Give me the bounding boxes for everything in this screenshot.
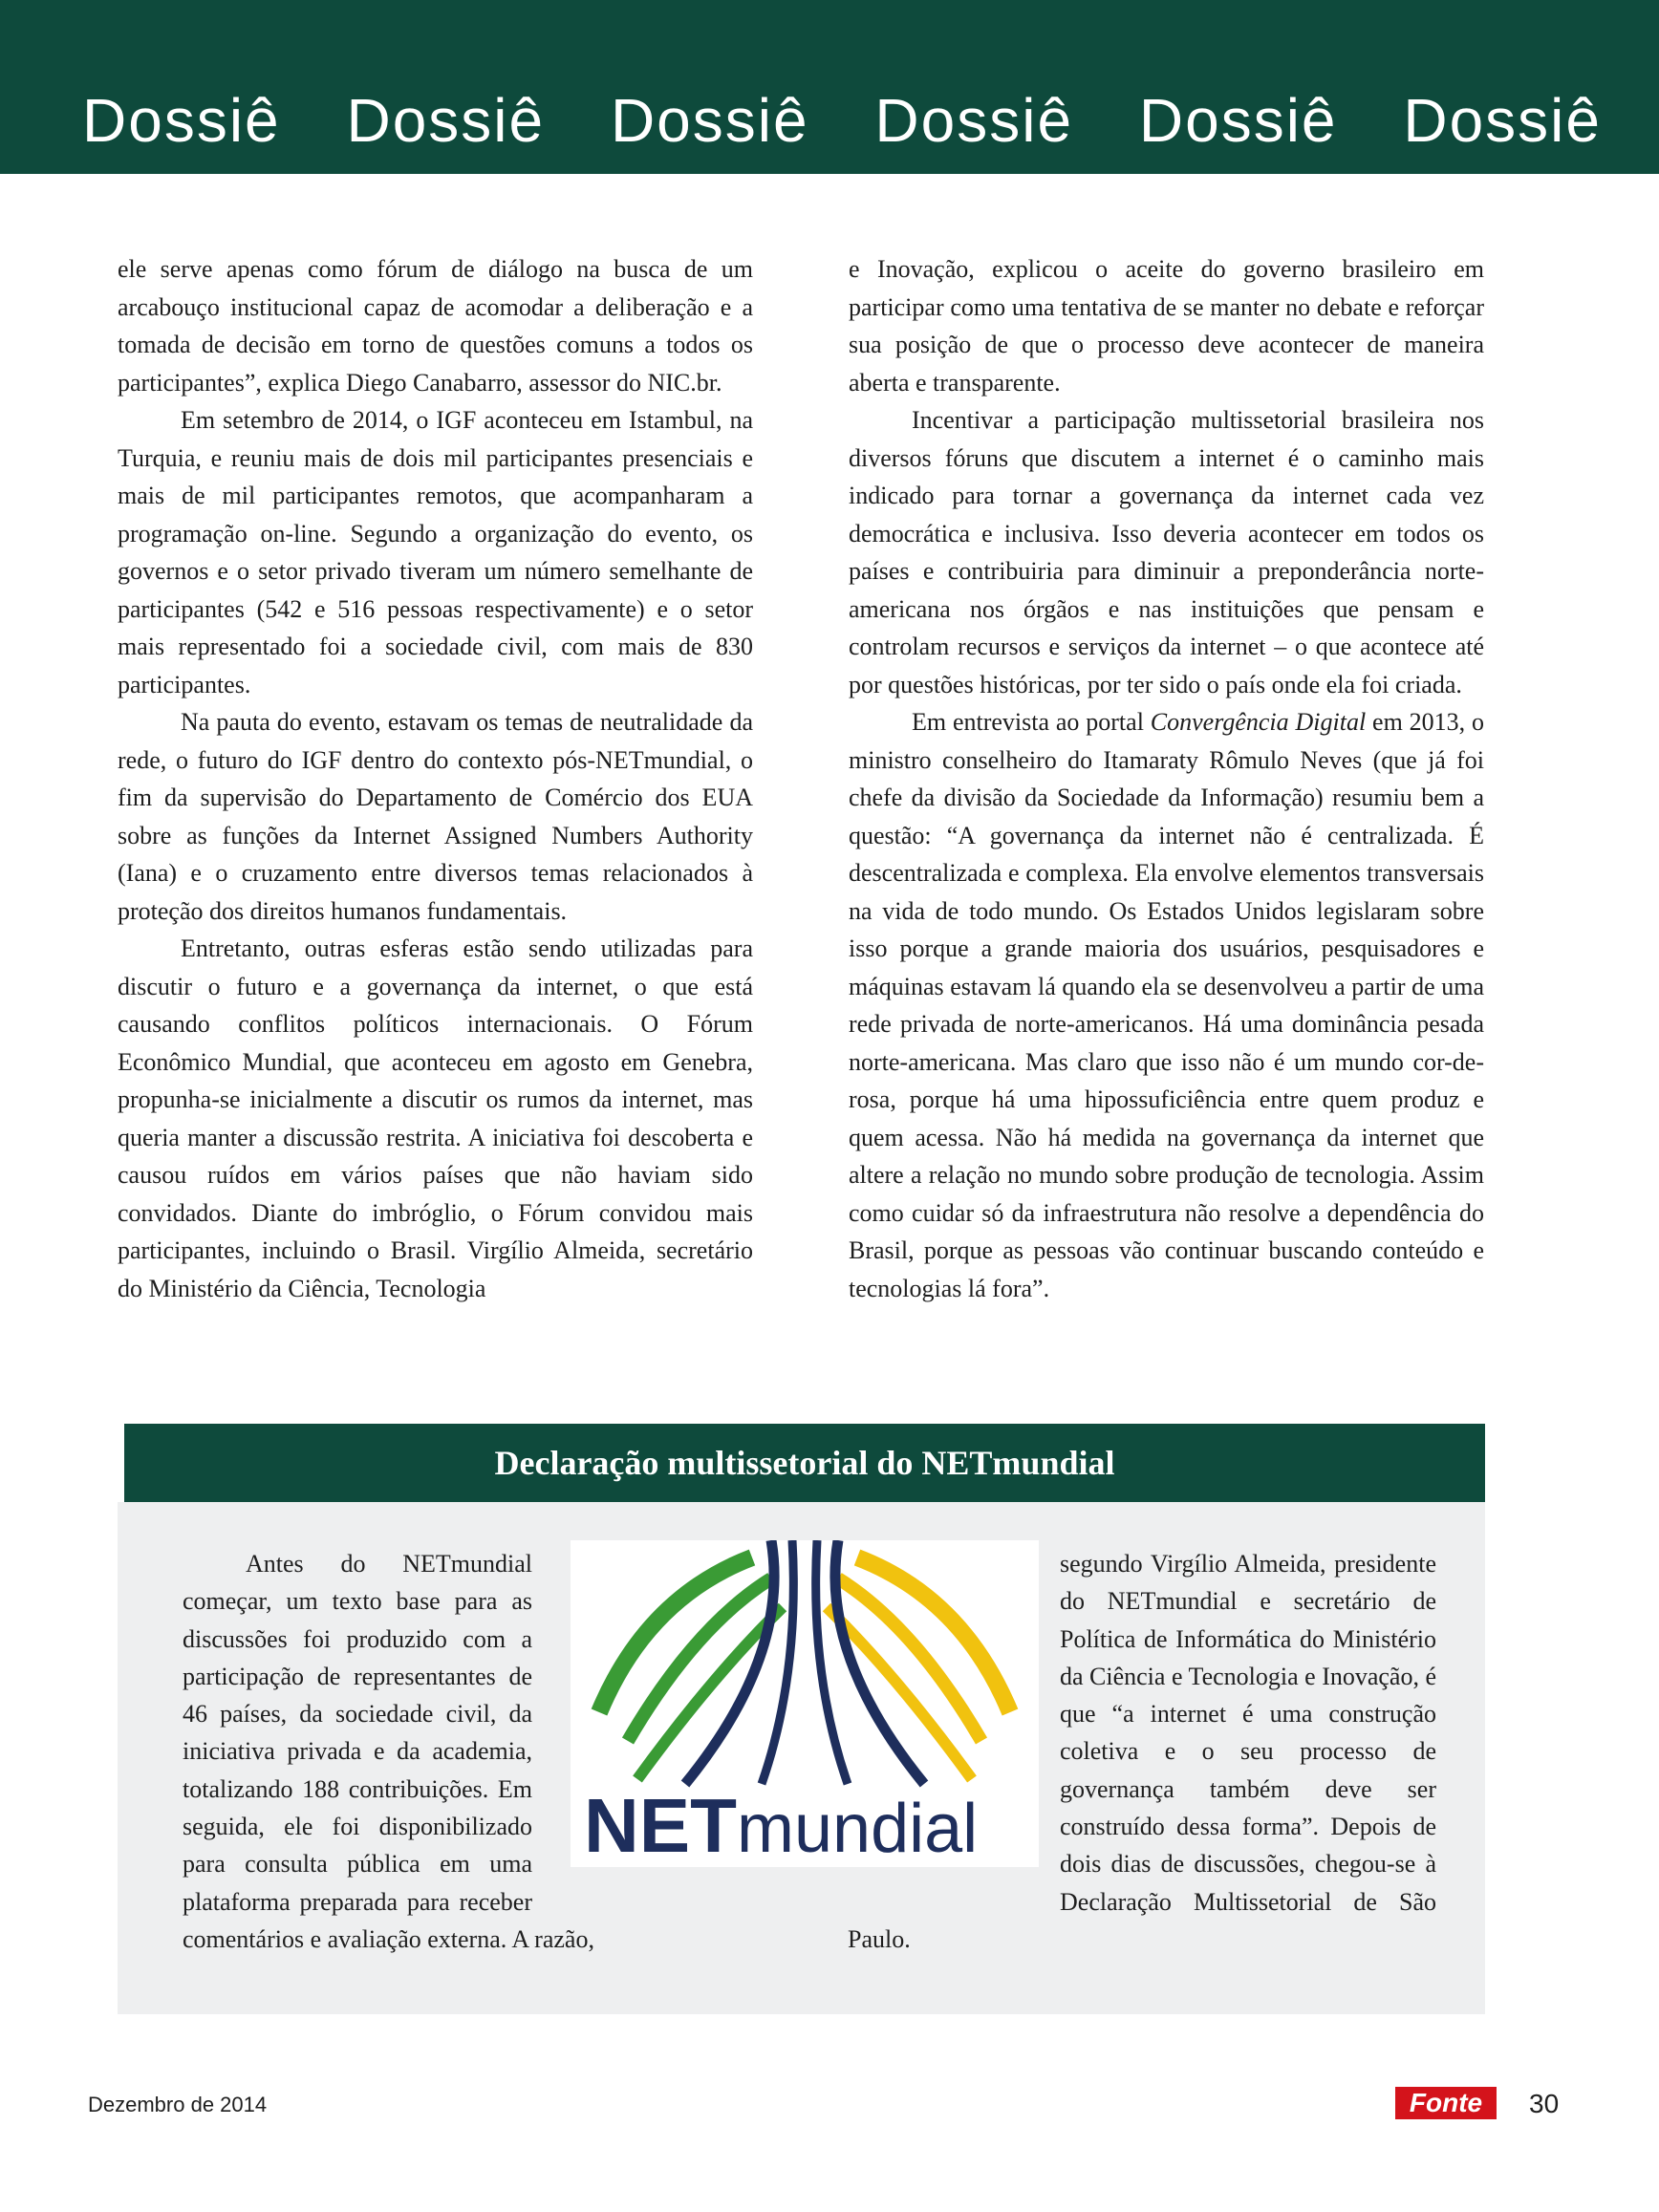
netmundial-logo-graphic	[571, 1540, 1039, 1867]
header-word: Dossiê	[1403, 86, 1602, 155]
header-word: Dossiê	[874, 86, 1074, 155]
paragraph: Em setembro de 2014, o IGF aconteceu em Istambul, na Turquia, e reuniu mais de dois mil participantes presenciais e mais de mil participantes remotos, que acompanharam a programação on-line. Segundo a organização do evento, os governos e o setor privado tiveram um número semelhante de participantes (542 e 516 pessoas respectivamente) e o setor mais representado foi a sociedade civil, com mais de 830 participantes.	[118, 406, 753, 698]
paragraph	[849, 703, 1484, 1307]
header-word: Dossiê	[610, 86, 809, 155]
header-word: Dossiê	[346, 86, 546, 155]
box-title: Declaração multissetorial do NETmundial	[124, 1424, 1485, 1502]
paragraph: Incentivar a participação multissetorial brasileira nos diversos fóruns que discutem a internet é o caminho mais indicado para tornar a governança da internet cada vez democrática e inclusiva. Isso deveria acontecer em todos os países e contribuiria para diminuir a preponderância norte-americana nos órgãos e nas instituições que pensam e controlam recursos e serviços da internet – o que acontece até por questões históricas, por ter sido o país onde ela foi criada.	[849, 406, 1484, 698]
article-column-right	[849, 250, 1484, 1307]
publication-name: Convergência Digital	[1150, 708, 1367, 736]
article-column-left	[118, 250, 753, 1307]
header-band	[0, 0, 1659, 174]
logo-green-arc	[628, 1578, 771, 1741]
logo-mundial: mundial	[737, 1791, 979, 1867]
footer-date: Dezembro de 2014	[88, 2093, 268, 2116]
logo-yellow-arc	[838, 1578, 981, 1741]
paragraph: segundo Virgílio Almeida, presidente do NETmundial e secretário de Política de Informática do Ministério da Ciência e Tecnologia e Inovação, é que “a internet é uma construção coletiva e o seu processo de governança também deve ser construído dessa forma”. Depois de dois dias de discussões, chegou-se à Declaração Multissetorial de São Paulo.	[848, 1550, 1437, 1953]
logo-yellow-arc	[857, 1557, 1010, 1712]
logo-green-arc	[599, 1557, 752, 1712]
magazine-logo: Fonte	[1395, 2087, 1497, 2119]
paragraph: Antes do NETmundial começar, um texto base para as discussões foi produzido com a participação de representantes de 46 países, da sociedade civil, da iniciativa privada e da academia, totalizando 188 contribuições. Em seguida, ele foi disponibilizado para consulta pública em uma plataforma preparada para receber comentários e avaliação externa. A razão,	[183, 1550, 594, 1953]
paragraph: ele serve apenas como fórum de diálogo na busca de um arcabouço institucional capaz de acomodar a deliberação e a tomada de decisão em torno de questões comuns a todos os participantes”, explica Diego Canabarro, assessor do NIC.br.	[118, 255, 753, 397]
netmundial-logo	[571, 1540, 1039, 1867]
header-words	[82, 82, 1602, 159]
paragraph: Entretanto, outras esferas estão sendo utilizadas para discutir o futuro e a governança da internet, o que está causando conflitos políticos internacionais. O Fórum Econômico Mundial, que aconteceu em agosto em Genebra, propunha-se inicialmente a discutir os rumos da internet, mas queria manter a discussão restrita. A iniciativa foi descoberta e causou ruídos em vários países que não haviam sido convidados. Diante do imbróglio, o Fórum convidou mais participantes, incluindo o Brasil. Virgílio Almeida, secretário do Ministério da Ciência, Tecnologia	[118, 934, 753, 1302]
page-number: 30	[1529, 2089, 1560, 2118]
paragraph: Na pauta do evento, estavam os temas de neutralidade da rede, o futuro do IGF dentro do contexto pós-NETmundial, o fim da supervisão do Departamento de Comércio dos EUA sobre as funções da Internet Assigned Numbers Authority (Iana) e o cruzamento entre diversos temas relacionados à proteção dos direitos humanos fundamentais.	[118, 708, 753, 925]
paragraph-text: em 2013, o ministro conselheiro do Itamaraty Rômulo Neves (que já foi chefe da divisão da Sociedade da Informação) resumiu bem a questão: “A governança da internet não é centralizada. É descentralizada e complexa. Ela envolve elementos transversais na vida de todo mundo. Os Estados Unidos legislaram sobre isso porque a grande maioria dos usuários, pesquisadores e máquinas estavam lá quando ela se desenvolveu a partir de uma rede privada de norte-americanos. Há uma dominância pesada norte-americana. Mas claro que isso não é um mundo cor-de-rosa, porque há uma hipossuficiência entre quem produz e quem acessa. Não há medida na governança da internet que altere a relação no mundo sobre produção de tecnologia. Assim como cuidar só da infraestrutura não resolve a dependência do Brasil, porque as pessoas vão continuar buscando conteúdo e tecnologias lá fora”.	[849, 708, 1484, 1302]
paragraph-text: Em entrevista ao portal	[912, 708, 1151, 736]
paragraph: e Inovação, explicou o aceite do governo brasileiro em participar como uma tentativa de se manter no debate e reforçar sua posição de que o processo deve acontecer de maneira aberta e transparente.	[849, 255, 1484, 397]
header-word: Dossiê	[82, 86, 281, 155]
header-word: Dossiê	[1138, 86, 1338, 155]
logo-net: NET	[584, 1783, 737, 1867]
logo-wordmark	[584, 1783, 978, 1867]
